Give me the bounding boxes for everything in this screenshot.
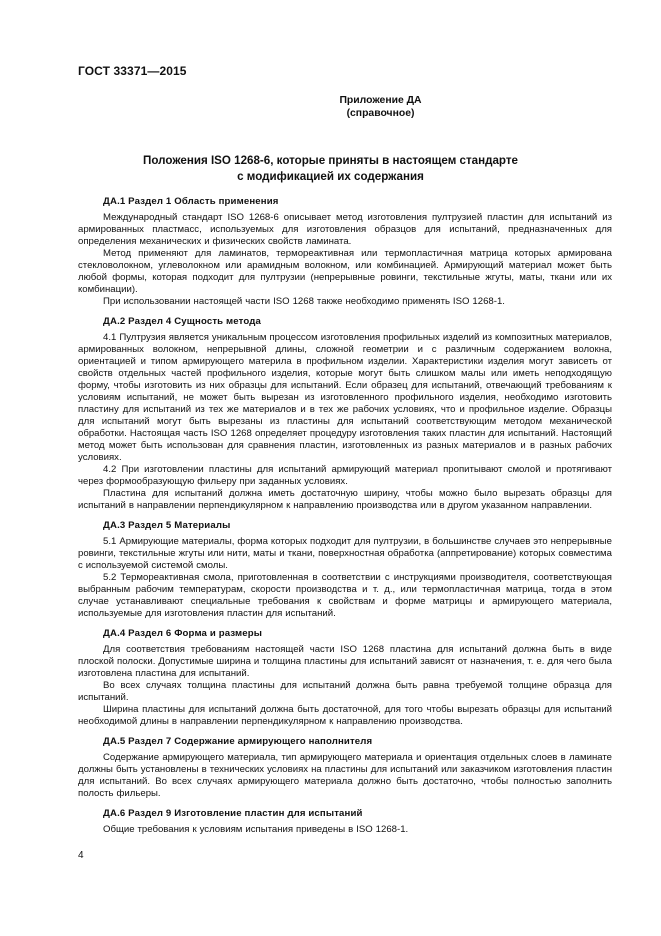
paragraph: 4.1 Пултрузия является уникальным процессом изготовления профильных изделий из композитных материалов, армированных волокном, непрерывной длины, сложной геометрии и с различным содержанием волокна, ориентацией и типом армирующего материла в профильном изделии. Характеристики изделия могут зависеть от свойств отдельных частей профильного изделия, которые могут быть слишком малы или иметь неподходящую форму, чтобы изготовить из них образцы для испытаний. Если образец для испытаний, отвечающий требованиям к условиям испытаний, не может быть вырезан из изготовленного профильного изделия, необходимо изготовить пластину для испытаний из тех же материалов и в тех же рабочих условиях, что и профильное изделие. Образцы для испытаний могут быть вырезаны из пластины для испытаний соответствующим методом механической обработки. Настоящая часть ISO 1268 определяет процедуру изготовления таких пластин для испытаний. Настоящий метод может быть использован для сравнения пластин, изготовленных из разных материалов и в разных рабочих условиях. — [78, 332, 612, 463]
paragraph: 4.2 При изготовлении пластины для испытаний армирующий материал пропитывают смолой и протягивают через формообразующую фильеру при заданных условиях. — [78, 464, 612, 487]
paragraph: Метод применяют для ламинатов, термореактивная или термопластичная матрица которых армирована стекловолокном, углеволокном или арамидным волокном, или комбинацией. Армирующий материал может быть любой формы, которая подходит для пултрузии (непрерывные ровинги, текстильные жгуты, маты, ткани или их комбинации). — [78, 248, 612, 295]
paragraph: Общие требования к условиям испытания приведены в ISO 1268-1. — [103, 824, 409, 835]
page-number: 4 — [78, 850, 84, 861]
section-heading: ДА.3 Раздел 5 Материалы — [103, 520, 231, 531]
section-heading: ДА.4 Раздел 6 Форма и размеры — [103, 628, 263, 639]
appendix-kind: (справочное) — [346, 108, 415, 119]
appendix-name: Приложение ДА — [339, 95, 422, 106]
document-title — [100, 153, 561, 185]
paragraph: Во всех случаях толщина пластины для испытаний должна быть равна требуемой толщине образца для испытаний. — [78, 680, 612, 703]
section-heading: ДА.2 Раздел 4 Сущность метода — [103, 316, 261, 327]
section-heading: ДА.6 Раздел 9 Изготовление пластин для испытаний — [103, 808, 363, 819]
paragraph: Для соответствия требованиям настоящей части ISO 1268 пластина для испытаний должна быть в виде плоской полоски. Допустимые ширина и толщина пластины для испытаний зависят от назначения, т. е. для чего была изготовлена пластина для испытаний. — [78, 644, 612, 679]
section-heading: ДА.5 Раздел 7 Содержание армирующего наполнителя — [103, 736, 373, 747]
paragraph: При использовании настоящей части ISO 1268 также необходимо применять ISO 1268-1. — [103, 296, 505, 307]
section-heading: ДА.1 Раздел 1 Область применения — [103, 196, 279, 207]
paragraph: Международный стандарт ISO 1268-6 описывает метод изготовления пултрузией пластин для испытаний из армированных пластмасс, используемых для изготовления образцов для испытаний, предназначенных для определения механических и физических свойств ламината. — [78, 212, 612, 247]
paragraph: Ширина пластины для испытаний должна быть достаточной, для того чтобы вырезать образцы для испытаний необходимой длины в направлении перпендикулярном к направлению производства. — [78, 704, 612, 727]
paragraph: 5.1 Армирующие материалы, форма которых подходит для пултрузии, в большинстве случаев это непрерывные ровинги, текстильные жгуты или нити, маты и ткани, поверхностная обработка (аппретирование) которых совместима с используемой системой смолы. — [78, 536, 612, 571]
paragraph: Содержание армирующего материала, тип армирующего материала и ориентация отдельных слоев в ламинате должны быть установлены в технических условиях на пластины для испытаний или заказчиком изготовления пластин для испытаний. Во всех случаях армирующего материала должно быть достаточно, чтобы полностью заполнить полость фильеры. — [78, 752, 612, 799]
paragraph: 5.2 Термореактивная смола, приготовленная в соответствии с инструкциями производителя, соответствующая выбранным рабочим температурам, скорости производства и т. д., или термопластичная матрица, тогда в этом случае устанавливают специальные требования к свойствам и форме матрицы и армирующего материала, используемые для изготовления пластин для испытаний. — [78, 572, 612, 619]
standard-header: ГОСТ 33371—2015 — [78, 64, 187, 78]
document-body — [78, 196, 612, 836]
title-line: Положения ISO 1268-6, которые приняты в настоящем стандарте — [143, 154, 518, 167]
paragraph: Пластина для испытаний должна иметь достаточную ширину, чтобы можно было вырезать образцы для испытаний в направлении перпендикулярном к направлению производства или в другом указанном направлении. — [78, 488, 612, 511]
title-line: с модификацией их содержания — [237, 170, 424, 183]
